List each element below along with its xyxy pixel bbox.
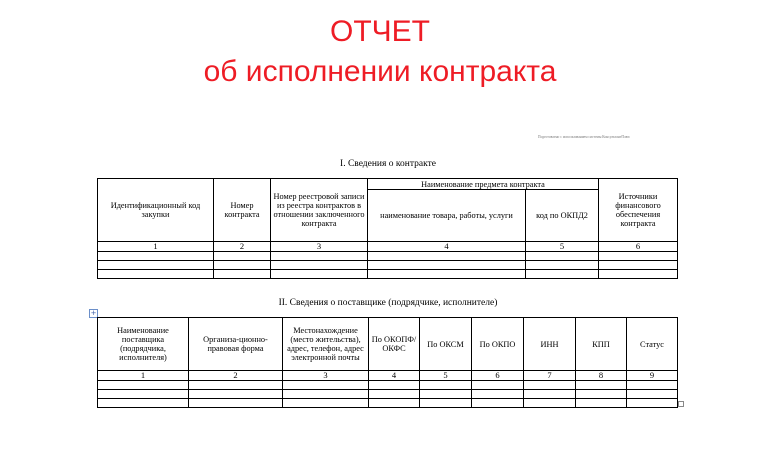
- table-cell[interactable]: [627, 390, 678, 399]
- table-cell[interactable]: [472, 399, 524, 408]
- table-cell[interactable]: [576, 381, 627, 390]
- table-cell[interactable]: [98, 390, 189, 399]
- table-cell[interactable]: [526, 270, 599, 279]
- header-okopf: По ОКОПФ/ ОКФС: [369, 318, 420, 371]
- section-1-title: I. Сведения о контракте: [340, 159, 436, 169]
- table-cell[interactable]: [214, 252, 271, 261]
- table-cell[interactable]: [189, 390, 283, 399]
- column-number: 6: [472, 371, 524, 381]
- header-status: Статус: [627, 318, 678, 371]
- header-kpp: КПП: [576, 318, 627, 371]
- header-subject: Наименование предмета контракта: [368, 179, 599, 190]
- header-goods-name: наименование товара, работы, услуги: [368, 190, 526, 242]
- table-cell[interactable]: [420, 381, 472, 390]
- table-cell[interactable]: [271, 261, 368, 270]
- header-inn: ИНН: [524, 318, 576, 371]
- column-number: 6: [599, 242, 678, 252]
- table-cell[interactable]: [526, 261, 599, 270]
- table-cell[interactable]: [627, 381, 678, 390]
- header-location: Местонахождение (место жительства), адрес, телефон, адрес электронной почты: [283, 318, 369, 371]
- table-row: [98, 381, 678, 390]
- column-numbers-row: [98, 371, 678, 381]
- source-note: Подготовлено с использованием системы КонсультантПлюс: [538, 135, 631, 139]
- column-number: 3: [271, 242, 368, 252]
- column-number: 5: [526, 242, 599, 252]
- table-move-handle-icon[interactable]: +: [90, 309, 97, 317]
- column-number: 5: [420, 371, 472, 381]
- column-number: 1: [98, 371, 189, 381]
- table-row: [98, 261, 678, 270]
- table-cell[interactable]: [283, 390, 369, 399]
- table-cell[interactable]: [214, 261, 271, 270]
- table-cell[interactable]: [576, 399, 627, 408]
- table-row: [98, 252, 678, 261]
- table-cell[interactable]: [369, 399, 420, 408]
- table-cell[interactable]: [283, 399, 369, 408]
- table-row: [98, 270, 678, 279]
- table-row: [98, 399, 678, 408]
- table-cell[interactable]: [524, 390, 576, 399]
- table-cell[interactable]: [98, 252, 214, 261]
- table-cell[interactable]: [98, 381, 189, 390]
- column-number: 2: [189, 371, 283, 381]
- table-cell[interactable]: [526, 252, 599, 261]
- column-number: 4: [369, 371, 420, 381]
- table-cell[interactable]: [599, 261, 678, 270]
- column-number: 1: [98, 242, 214, 252]
- column-number: 7: [524, 371, 576, 381]
- column-number: 9: [627, 371, 678, 381]
- table-resize-handle[interactable]: [678, 401, 684, 407]
- header-supplier-name: Наименование поставщика (подрядчика, исполнителя): [98, 318, 189, 371]
- table-cell[interactable]: [420, 399, 472, 408]
- table-cell[interactable]: [271, 252, 368, 261]
- header-okpd-code: код по ОКПД2: [526, 190, 599, 242]
- table-cell[interactable]: [98, 399, 189, 408]
- table-cell[interactable]: [368, 261, 526, 270]
- table-row: [98, 390, 678, 399]
- table-cell[interactable]: [271, 270, 368, 279]
- column-number: 8: [576, 371, 627, 381]
- header-contract-number: Номер контракта: [214, 179, 271, 242]
- table-cell[interactable]: [420, 390, 472, 399]
- table-cell[interactable]: [524, 399, 576, 408]
- table-cell[interactable]: [189, 399, 283, 408]
- section-2-title: II. Сведения о поставщике (подрядчике, исполнителе): [278, 298, 498, 308]
- table-cell[interactable]: [599, 270, 678, 279]
- report-title: ОТЧЕТ: [330, 15, 430, 48]
- supplier-info-table: [97, 317, 678, 408]
- table-cell[interactable]: [524, 381, 576, 390]
- table-cell[interactable]: [368, 252, 526, 261]
- table-cell[interactable]: [98, 261, 214, 270]
- column-numbers-row: [98, 242, 678, 252]
- table-cell[interactable]: [369, 381, 420, 390]
- header-oksm: По ОКСМ: [420, 318, 472, 371]
- column-number: 4: [368, 242, 526, 252]
- table-cell[interactable]: [627, 399, 678, 408]
- table-cell[interactable]: [368, 270, 526, 279]
- table-cell[interactable]: [214, 270, 271, 279]
- table-cell[interactable]: [599, 252, 678, 261]
- report-subtitle: об исполнении контракта: [203, 55, 557, 88]
- contract-info-table: [97, 178, 678, 279]
- table-cell[interactable]: [576, 390, 627, 399]
- column-number: 3: [283, 371, 369, 381]
- table-cell[interactable]: [98, 270, 214, 279]
- header-legal-form: Организа-ционно-правовая форма: [189, 318, 283, 371]
- column-number: 2: [214, 242, 271, 252]
- header-id-code: Идентификационный код закупки: [98, 179, 214, 242]
- header-funding-sources: Источники финансового обеспечения контракта: [599, 179, 678, 242]
- table-cell[interactable]: [472, 390, 524, 399]
- header-okpo: По ОКПО: [472, 318, 524, 371]
- table-cell[interactable]: [472, 381, 524, 390]
- header-registry-number: Номер реестровой записи из реестра контрактов в отношении заключенного контракта: [271, 179, 368, 242]
- table-cell[interactable]: [189, 381, 283, 390]
- table-cell[interactable]: [283, 381, 369, 390]
- table-cell[interactable]: [369, 390, 420, 399]
